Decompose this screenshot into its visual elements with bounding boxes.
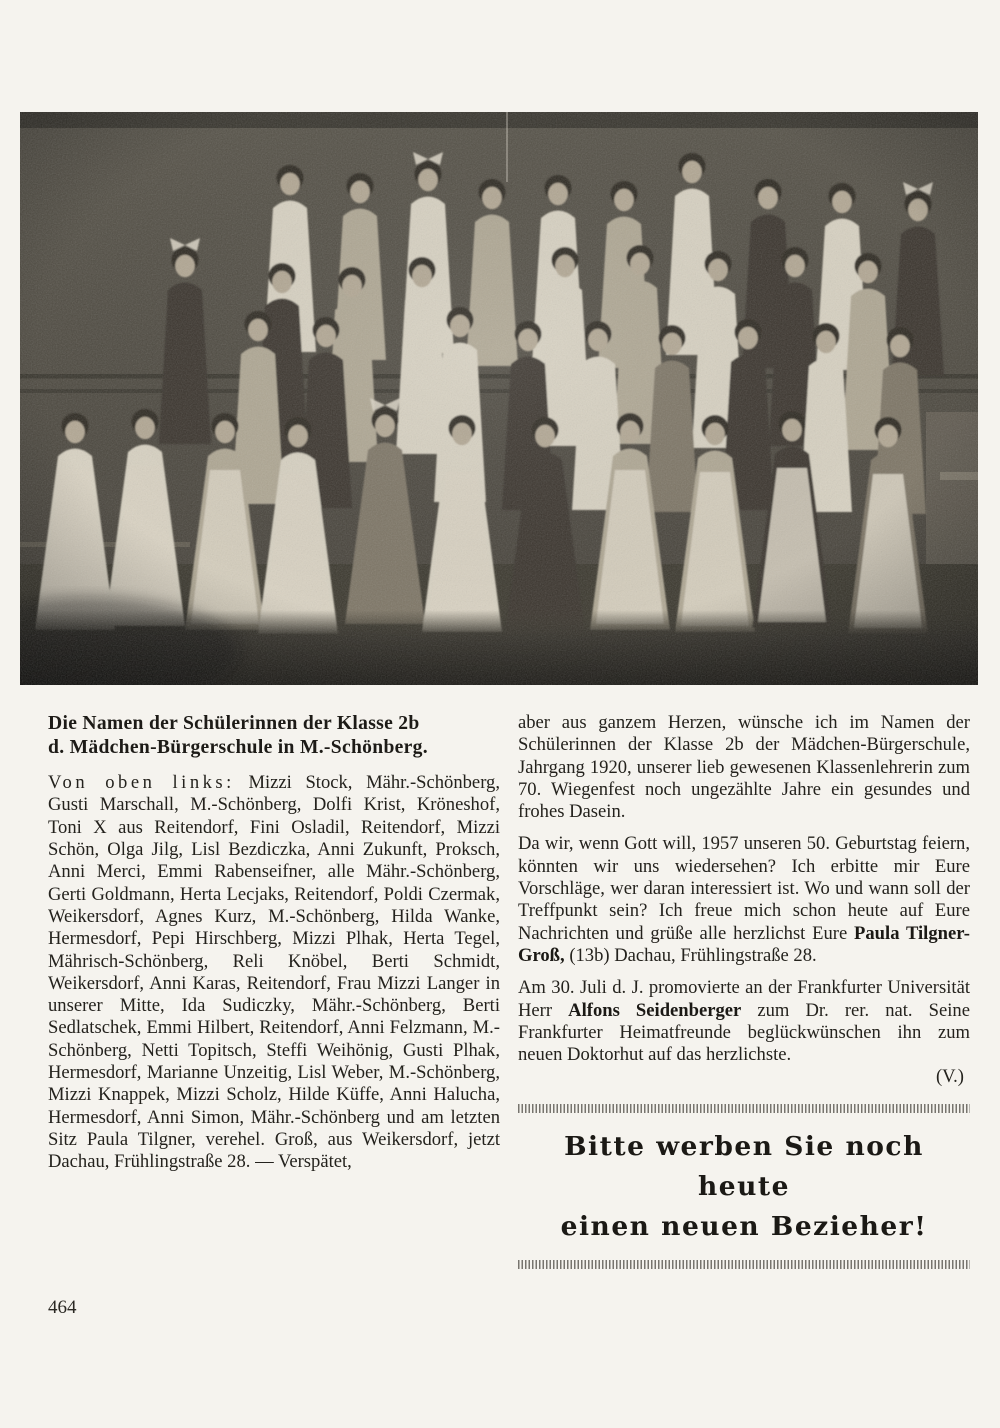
film-grain (20, 112, 978, 685)
heading-line-2: d. Mädchen-Bürgerschule in M.-Schönberg. (48, 736, 428, 758)
congratulation-paragraph: aber aus ganzem Herzen, wünsche ich im Namen der Schülerinnen der Klasse 2b der Mädchen-Bürgerschule, Jahrgang 1920, unserer lieb gewesenen Klassenlehrerin zum 70. Wiegenfest noch ungezählte Jahre ein gesundes und frohes Dasein. (518, 712, 970, 823)
lead-in: Von oben links: (48, 772, 235, 794)
person-name-seidenberger: Alfons Seidenberger (568, 999, 742, 1021)
page-number: 464 (48, 1297, 77, 1318)
reunion-paragraph (518, 833, 970, 967)
ad-line-2: einen neuen Bezieher! (560, 1210, 928, 1242)
decorative-tick-rule-top (518, 1104, 970, 1113)
address-text: (13b) Dachau, Frühlingstraße 28. (564, 944, 817, 966)
class-photo-art (20, 112, 978, 685)
signature-initials: (V.) (935, 1066, 964, 1088)
promotion-paragraph (518, 977, 970, 1066)
names-list: Mizzi Stock, Mähr.-Schönberg, Gusti Marschall, M.-Schönberg, Dolfi Krist, Kröneshof, Toni X aus Reitendorf, Fini Osladil, Reitendorf, Mizzi Schön, Olga Jilg, Lisl Bezdiczka, Anni Zukunft, Proksch, Anni Merci, Emmi Rabenseifner, alle Mähr.-Schönberg, Gerti Goldmann, Herta Lecjaks, Reitendorf, Poldi Czermak, Weikersdorf, Agnes Kurz, M.-Schönberg, Hilda Wanke, Hermesdorf, Pepi Hirschberg, Mizzi Plhak, Herta Tegel, Mährisch-Schönberg, Reli Knöbel, Berti Schmidt, Weikersdorf, Anni Karas, Reitendorf, Frau Mizzi Langer in unserer Mitte, Ida Sudiczky, Mähr.-Schönberg, Berti Sedlatschek, Emmi Hilbert, Reitendorf, Anni Felzmann, M.-Schönberg, Netti Topitsch, Steffi Weihönig, Gusti Plhak, Hermesdorf, Marianne Unzeitig, Lisl Weber, M.-Schönberg, Mizzi Knappek, Mizzi Scholz, Hilde Küffe, Anni Halucha, Hermesdorf, Anni Simon, Mähr.-Schönberg und am letzten Sitz Paula Tilgner, verehel. Groß, aus Weikersdorf, jetzt Dachau, Frühlingstraße 28. — Verspätet, (48, 772, 500, 1173)
class-photo (20, 112, 978, 685)
names-paragraph (48, 772, 500, 1173)
ad-line-1: Bitte werben Sie noch heute (564, 1130, 924, 1202)
reunion-text: Da wir, wenn Gott will, 1957 unseren 50. Geburtstag feiern, könnten wir uns wiedersehen? Ich erbitte mir Eure Vorschläge, wer daran interessiert ist. Wo und wann soll der Treffpunkt sein? Ich freue mich schon heute auf Eure Nachrichten und grüße alle herzlichst Eure (518, 833, 970, 944)
subscription-ad (518, 1127, 970, 1247)
left-column (48, 712, 500, 1174)
article-heading (48, 712, 500, 759)
promotion-text: Am 30. Juli d. J. promovierte an der Frankfurter Universität Herr (518, 977, 970, 1021)
right-column (518, 712, 970, 1269)
person-name-tilgner-gross: Paula Tilgner-Groß, (518, 922, 970, 966)
heading-line-1: Die Namen der Schülerinnen der Klasse 2b (48, 713, 420, 734)
promotion-text-2: zum Dr. rer. nat. Seine Frankfurter Heimatfreunde beglückwünschen ihn zum neuen Doktorhut auf das herzlichste. (518, 999, 970, 1066)
decorative-tick-rule-bottom (518, 1260, 970, 1269)
